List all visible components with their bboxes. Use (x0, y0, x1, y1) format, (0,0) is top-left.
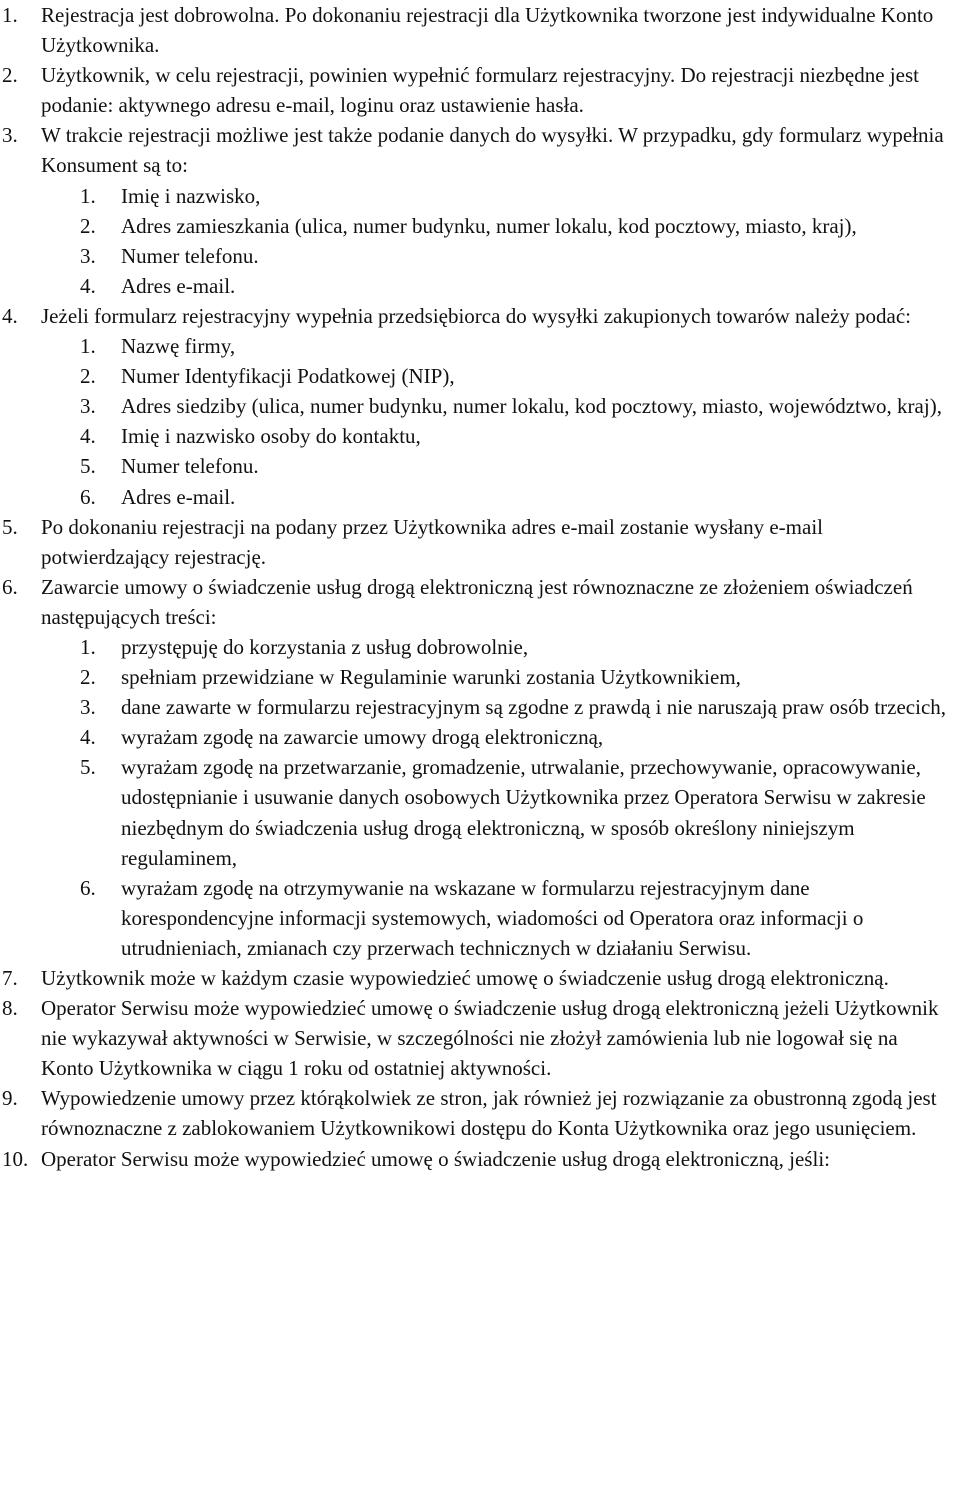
sub-item-text: Imię i nazwisko osoby do kontaktu, (121, 424, 421, 449)
item-number: 3. (2, 123, 18, 148)
sub-item-text: Adres e-mail. (121, 484, 236, 509)
sub-list-item (0, 632, 960, 662)
item-number: 4. (2, 303, 18, 328)
sub-item-text: wyrażam zgodę na otrzymywanie na wskazane w formularzu rejestracyjnym dane korespondencyjne informacji systemowych, wiadomości od Operatora oraz informacji o utrudnieniach, zmianach czy przerwach technicznych w działaniu Serwisu. (121, 875, 864, 960)
sub-list-item (0, 331, 960, 361)
list-item (0, 60, 960, 120)
sub-list-item (0, 391, 960, 421)
item-number: 8. (2, 996, 18, 1021)
list-item (0, 120, 960, 180)
sub-list-item (0, 211, 960, 241)
list-item (0, 512, 960, 572)
item-text: Operator Serwisu może wypowiedzieć umowę o świadczenie usług drogą elektroniczną, jeśli: (41, 1146, 830, 1171)
sub-item-number: 6. (80, 484, 96, 509)
sub-item-text: Adres siedziby (ulica, numer budynku, numer lokalu, kod pocztowy, miasto, województwo, kraj), (121, 394, 942, 419)
sub-list-item (0, 451, 960, 481)
item-text: Operator Serwisu może wypowiedzieć umowę o świadczenie usług drogą elektroniczną jeżeli Użytkownik nie wykazywał aktywności w Serwisie, w szczególności nie złożył zamówienia lub nie logował się na Konto Użytkownika w ciągu 1 roku od ostatniej aktywności. (41, 996, 939, 1081)
item-text: Zawarcie umowy o świadczenie usług drogą elektroniczną jest równoznaczne ze złożeniem oświadczeń następujących treści: (41, 574, 913, 629)
sub-item-number: 3. (80, 394, 96, 419)
list-item (0, 0, 960, 60)
sub-item-text: Numer Identyfikacji Podatkowej (NIP), (121, 364, 455, 389)
sub-list-item (0, 662, 960, 692)
sub-list-item (0, 271, 960, 301)
item-number: 2. (2, 63, 18, 88)
sub-list-item (0, 752, 960, 872)
sub-item-text: Numer telefonu. (121, 454, 259, 479)
sub-item-number: 1. (80, 183, 96, 208)
list-item (0, 1144, 960, 1174)
sub-list-item (0, 361, 960, 391)
sub-item-number: 4. (80, 725, 96, 750)
sub-item-text: Adres zamieszkania (ulica, numer budynku, numer lokalu, kod pocztowy, miasto, kraj), (121, 213, 857, 238)
item-text: Użytkownik, w celu rejestracji, powinien wypełnić formularz rejestracyjny. Do rejestracji niezbędne jest podanie: aktywnego adresu e-mail, loginu oraz ustawienie hasła. (41, 63, 919, 118)
sub-item-number: 3. (80, 695, 96, 720)
sub-item-number: 3. (80, 243, 96, 268)
item-text: Po dokonaniu rejestracji na podany przez Użytkownika adres e-mail zostanie wysłany e-mail potwierdzający rejestrację. (41, 514, 823, 569)
sub-item-number: 6. (80, 875, 96, 900)
sub-item-text: Imię i nazwisko, (121, 183, 261, 208)
item-text: Użytkownik może w każdym czasie wypowiedzieć umowę o świadczenie usług drogą elektroniczną. (41, 966, 889, 990)
sub-item-text: dane zawarte w formularzu rejestracyjnym są zgodne z prawdą i nie naruszają praw osób trzecich, (121, 695, 947, 720)
sub-item-text: Nazwę firmy, (121, 334, 236, 359)
sub-list-item (0, 241, 960, 271)
sub-list-item (0, 482, 960, 512)
sub-item-text: wyrażam zgodę na zawarcie umowy drogą elektroniczną, (121, 725, 604, 750)
item-number: 6. (2, 574, 18, 599)
list-item (0, 572, 960, 632)
sub-item-number: 5. (80, 454, 96, 479)
item-text: W trakcie rejestracji możliwe jest także podanie danych do wysyłki. W przypadku, gdy formularz wypełnia Konsument są to: (41, 123, 944, 178)
sub-item-text: wyrażam zgodę na przetwarzanie, gromadzenie, utrwalanie, przechowywanie, opracowywanie, udostępnianie i usuwanie danych osobowych Użytkownika przez Operatora Serwisu w zakresie niezbędnym do świadczenia usług drogą elektroniczną, w sposób określony niniejszym regulaminem, (121, 755, 926, 870)
sub-item-number: 2. (80, 213, 96, 238)
sub-list-item (0, 421, 960, 451)
sub-item-number: 2. (80, 665, 96, 690)
sub-list-item (0, 722, 960, 752)
item-text: Rejestracja jest dobrowolna. Po dokonaniu rejestracji dla Użytkownika tworzone jest indywidualne Konto Użytkownika. (41, 3, 934, 58)
item-text: Wypowiedzenie umowy przez którąkolwiek ze stron, jak również jej rozwiązanie za obustronną zgodą jest równoznaczne z zablokowaniem Użytkownikowi dostępu do Konta Użytkownika oraz jego usunięciem. (41, 1086, 937, 1141)
sub-item-number: 1. (80, 334, 96, 359)
sub-list-item (0, 873, 960, 963)
sub-item-text: Adres e-mail. (121, 273, 236, 298)
sub-item-number: 4. (80, 273, 96, 298)
sub-item-number: 2. (80, 364, 96, 389)
sub-item-text: przystępuję do korzystania z usług dobrowolnie, (121, 634, 529, 659)
item-number: 7. (2, 966, 18, 990)
sub-item-text: Numer telefonu. (121, 243, 259, 268)
sub-item-number: 5. (80, 755, 96, 780)
item-number: 9. (2, 1086, 18, 1111)
item-text: Jeżeli formularz rejestracyjny wypełnia przedsiębiorca do wysyłki zakupionych towarów należy podać: (41, 303, 912, 328)
item-number: 1. (2, 3, 18, 27)
list-item (0, 1083, 960, 1143)
item-number: 5. (2, 514, 18, 539)
sub-list-item (0, 181, 960, 211)
sub-item-text: spełniam przewidziane w Regulaminie warunki zostania Użytkownikiem, (121, 665, 741, 690)
list-item (0, 301, 960, 331)
sub-item-number: 4. (80, 424, 96, 449)
item-number: 10. (2, 1146, 29, 1171)
sub-list-item (0, 692, 960, 722)
list-item (0, 963, 960, 993)
list-item (0, 993, 960, 1083)
sub-item-number: 1. (80, 634, 96, 659)
